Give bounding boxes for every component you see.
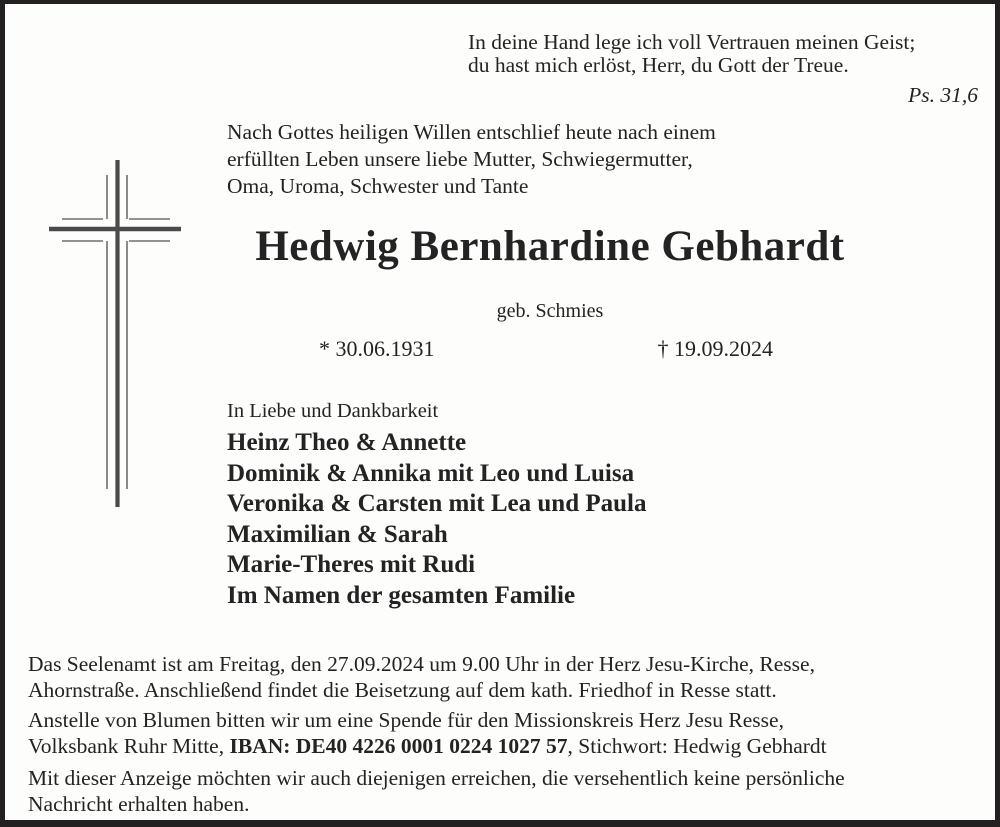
closing-note-line: Nachricht erhalten haben.	[28, 792, 250, 816]
donation-notice-line: Anstelle von Blumen bitten wir um eine Spende für den Missionskreis Herz Jesu Resse,	[28, 708, 784, 732]
mourner-line: Maximilian & Sarah	[227, 520, 448, 548]
announcement-line: Nach Gottes heiligen Willen entschlief heute nach einem	[227, 120, 716, 144]
birth-date: * 30.06.1931	[319, 336, 435, 361]
donation-notice	[28, 707, 988, 759]
birth-name: geb. Schmies	[496, 300, 604, 322]
page-title-deceased-name: Hedwig Bernhardine Gebhardt	[255, 223, 845, 270]
mourner-line: Dominik & Annika mit Leo und Luisa	[227, 459, 635, 487]
cross-icon	[40, 150, 190, 518]
psalm-quote-line: In deine Hand lege ich voll Vertrauen meinen Geist;	[468, 30, 916, 54]
service-notice-line: Das Seelenamt ist am Freitag, den 27.09.2024 um 9.00 Uhr in der Herz Jesu-Kirche, Resse,	[28, 652, 815, 676]
donation-keyword: , Stichwort: Hedwig Gebhardt	[567, 734, 827, 758]
donation-bank: Volksbank Ruhr Mitte,	[28, 734, 230, 758]
service-notice-line: Ahornstraße. Anschließend findet die Beisetzung auf dem kath. Friedhof in Resse statt.	[28, 678, 777, 702]
mourner-line: Im Namen der gesamten Familie	[227, 581, 576, 609]
mourners-list	[227, 428, 873, 611]
mourning-intro: In Liebe und Dankbarkeit	[227, 400, 439, 422]
donation-iban: IBAN: DE40 4226 0001 0224 1027 57	[229, 734, 568, 758]
mourner-line: Marie-Theres mit Rudi	[227, 551, 476, 578]
mourner-line: Heinz Theo & Annette	[227, 429, 467, 456]
death-date: † 19.09.2024	[657, 336, 773, 361]
announcement-line: Oma, Uroma, Schwester und Tante	[227, 174, 529, 198]
obituary-paper	[5, 4, 995, 820]
announcement-text	[227, 119, 873, 200]
psalm-quote	[468, 31, 990, 107]
psalm-quote-line: du hast mich erlöst, Herr, du Gott der Treue.	[468, 53, 849, 77]
mourner-line: Veronika & Carsten mit Lea und Paula	[227, 490, 647, 517]
closing-note	[28, 765, 988, 817]
donation-notice-line	[28, 733, 988, 759]
closing-note-line: Mit dieser Anzeige möchten wir auch diejenigen erreichen, die versehentlich keine persönliche	[28, 766, 845, 790]
service-notice	[28, 651, 988, 703]
announcement-line: erfüllten Leben unsere liebe Mutter, Schwiegermutter,	[227, 147, 693, 171]
life-dates	[227, 336, 873, 362]
psalm-reference: Ps. 31,6	[908, 83, 978, 107]
